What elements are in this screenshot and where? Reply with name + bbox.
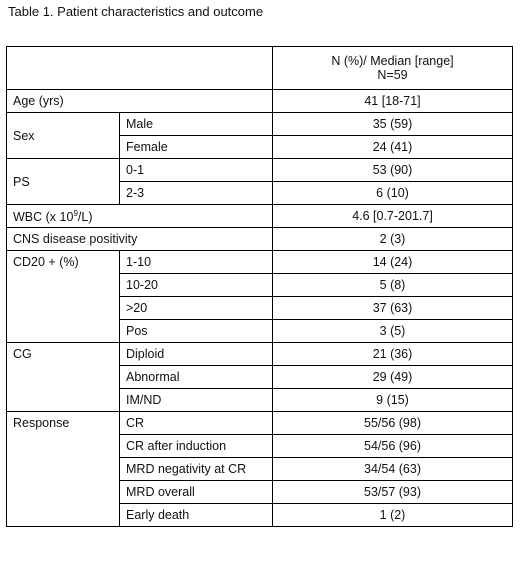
row-value: 2 (3) xyxy=(273,228,513,251)
row-label: Response xyxy=(7,412,120,527)
patient-characteristics-table xyxy=(6,46,513,527)
row-sublabel: MRD overall xyxy=(120,481,273,504)
row-value: 21 (36) xyxy=(273,343,513,366)
header-row xyxy=(7,47,513,90)
header-blank-cell xyxy=(7,47,273,90)
row-sublabel: Abnormal xyxy=(120,366,273,389)
row-sublabel: Early death xyxy=(120,504,273,527)
row-value: 5 (8) xyxy=(273,274,513,297)
table-row-sex-male xyxy=(7,113,513,136)
row-label: Sex xyxy=(7,113,120,159)
row-label: CNS disease positivity xyxy=(7,228,273,251)
wbc-label-sup: 9 xyxy=(73,209,78,219)
row-value: 1 (2) xyxy=(273,504,513,527)
wbc-label-post: /L) xyxy=(77,210,93,225)
row-sublabel: CR after induction xyxy=(120,435,273,458)
row-label: Age (yrs) xyxy=(7,90,273,113)
row-value: 4.6 [0.7-201.7] xyxy=(273,205,513,228)
row-value: 41 [18-71] xyxy=(273,90,513,113)
row-value: 9 (15) xyxy=(273,389,513,412)
row-value: 24 (41) xyxy=(273,136,513,159)
row-sublabel: MRD negativity at CR xyxy=(120,458,273,481)
row-sublabel: Female xyxy=(120,136,273,159)
row-sublabel: 0-1 xyxy=(120,159,273,182)
row-sublabel: 10-20 xyxy=(120,274,273,297)
table-row-wbc xyxy=(7,205,513,228)
row-sublabel: IM/ND xyxy=(120,389,273,412)
table-row-cg-diploid xyxy=(7,343,513,366)
row-label: CG xyxy=(7,343,120,412)
row-value: 14 (24) xyxy=(273,251,513,274)
row-label: PS xyxy=(7,159,120,205)
table-row-cd20-1-10 xyxy=(7,251,513,274)
row-label: CD20 + (%) xyxy=(7,251,120,343)
header-line-2: N=59 xyxy=(377,68,408,82)
table-row-age xyxy=(7,90,513,113)
row-sublabel: Diploid xyxy=(120,343,273,366)
table-row-ps-0-1 xyxy=(7,159,513,182)
row-sublabel: >20 xyxy=(120,297,273,320)
table-row-cns xyxy=(7,228,513,251)
header-line-1: N (%)/ Median [range] xyxy=(331,54,454,68)
row-value: 3 (5) xyxy=(273,320,513,343)
wbc-label-pre: WBC (x 10 xyxy=(13,210,74,225)
row-value: 37 (63) xyxy=(273,297,513,320)
row-value: 53 (90) xyxy=(273,159,513,182)
row-sublabel: 2-3 xyxy=(120,182,273,205)
row-value: 53/57 (93) xyxy=(273,481,513,504)
row-sublabel: Pos xyxy=(120,320,273,343)
row-sublabel: Male xyxy=(120,113,273,136)
header-value-cell xyxy=(273,47,513,90)
row-value: 34/54 (63) xyxy=(273,458,513,481)
table-row-response-cr xyxy=(7,412,513,435)
table-caption: Table 1. Patient characteristics and outcome xyxy=(8,4,264,19)
row-value: 55/56 (98) xyxy=(273,412,513,435)
row-value: 35 (59) xyxy=(273,113,513,136)
row-value: 6 (10) xyxy=(273,182,513,205)
row-value: 29 (49) xyxy=(273,366,513,389)
row-sublabel: 1-10 xyxy=(120,251,273,274)
row-value: 54/56 (96) xyxy=(273,435,513,458)
row-label xyxy=(7,205,273,228)
row-sublabel: CR xyxy=(120,412,273,435)
